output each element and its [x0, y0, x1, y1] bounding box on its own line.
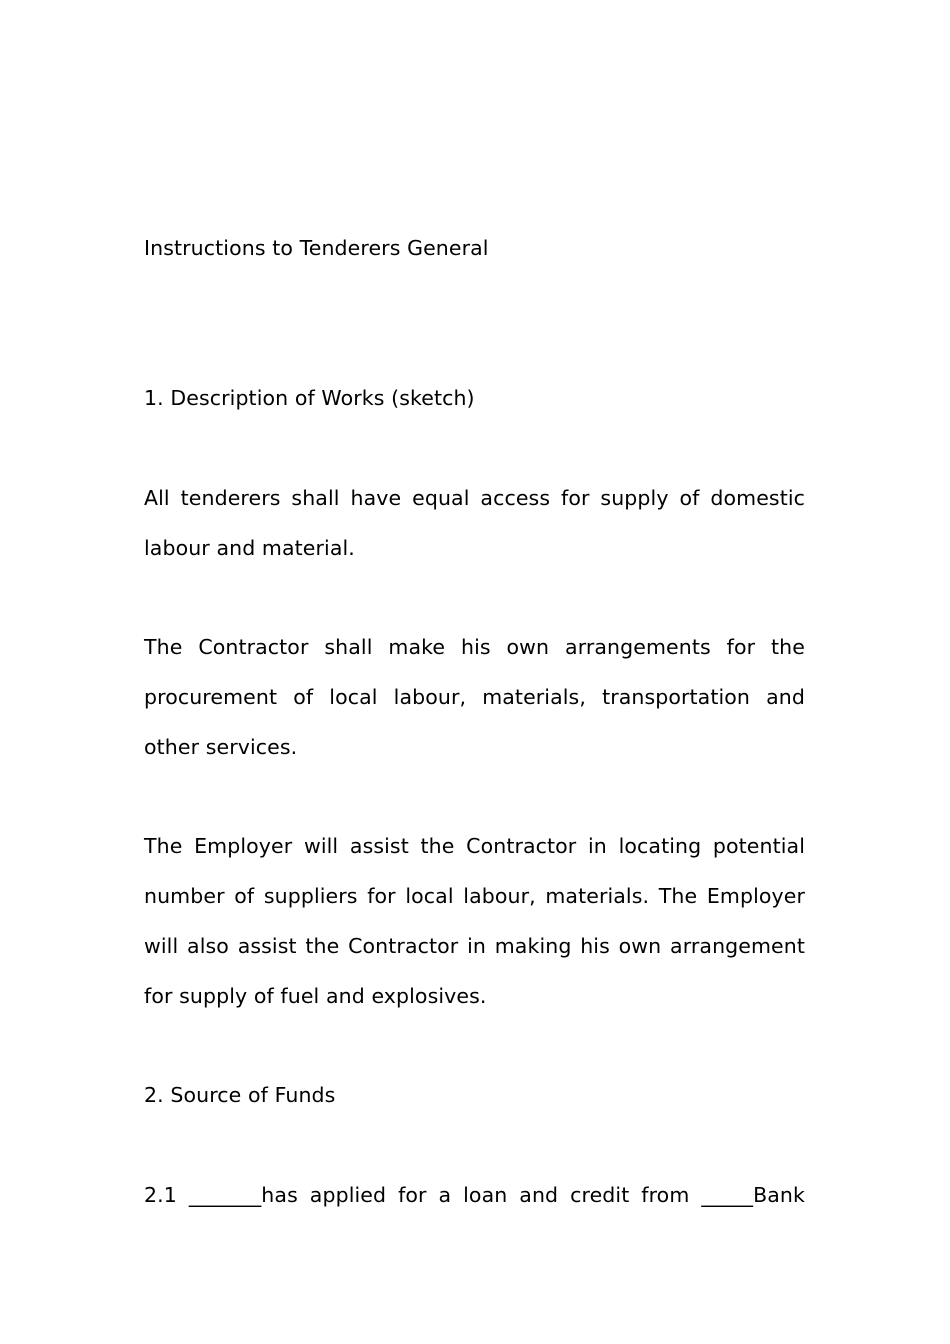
section-2-heading: 2. Source of Funds [144, 1083, 336, 1107]
section-1-heading: 1. Description of Works (sketch) [144, 386, 475, 410]
paragraph-source-of-funds: 2.1 _______has applied for a loan and credit from _____Bank [144, 1183, 805, 1207]
paragraph-employer-assistance: The Employer will assist the Contractor in locating potential number of suppliers for local labour, materials. The Employer will also assist the Contractor in making his own arrangement for supply of fuel and explosives. [144, 834, 805, 1008]
paragraph-equal-access: All tenderers shall have equal access for supply of domestic labour and material. [144, 486, 805, 560]
document-title: Instructions to Tenderers General [144, 236, 489, 260]
paragraph-contractor-arrangements: The Contractor shall make his own arrangements for the procurement of local labour, materials, transportation and other services. [144, 635, 805, 759]
